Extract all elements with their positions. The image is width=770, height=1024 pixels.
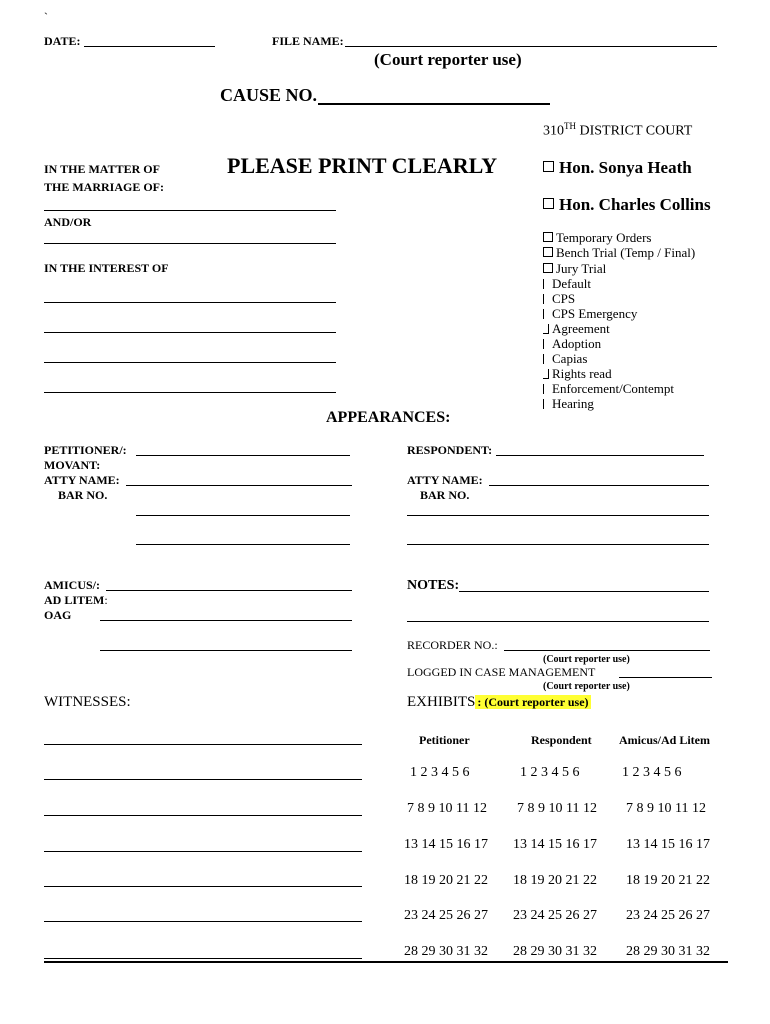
matter-label-line1: IN THE MATTER OF	[44, 162, 160, 176]
logged-reporter-note: (Court reporter use)	[543, 681, 630, 692]
party-name-field-1[interactable]	[44, 210, 336, 211]
witness-field-7[interactable]	[44, 958, 362, 959]
respondent-exhibit-row[interactable]: 7 8 9 10 11 12	[517, 801, 597, 816]
respondent-extra-field-1[interactable]	[407, 515, 709, 516]
respondent-exhibit-row[interactable]: 1 2 3 4 5 6	[520, 765, 580, 780]
respondent-atty-label: ATTY NAME:	[407, 473, 483, 487]
movant-label: MOVANT:	[44, 458, 101, 472]
tick-mark-icon	[543, 339, 549, 349]
respondent-atty-field[interactable]	[489, 485, 709, 486]
date-label: DATE:	[44, 34, 81, 48]
petitioner-extra-field-1[interactable]	[136, 515, 350, 516]
checkbox-icon[interactable]	[543, 232, 553, 242]
tick-mark-icon	[543, 309, 549, 319]
hearing-option-adoption[interactable]: Adoption	[543, 336, 601, 352]
oag-label: OAG	[44, 608, 72, 622]
witness-field-6[interactable]	[44, 921, 362, 922]
oag-extra-field[interactable]	[100, 650, 352, 651]
respondent-exhibit-row[interactable]: 13 14 15 16 17	[513, 837, 597, 852]
hearing-option-capias[interactable]: Capias	[543, 351, 587, 367]
exhibit-col-amicus: Amicus/Ad Litem	[619, 733, 710, 747]
exhibit-col-petitioner: Petitioner	[419, 733, 470, 747]
hearing-option-jury-trial[interactable]: Jury Trial	[543, 261, 606, 277]
appearances-title: APPEARANCES:	[326, 409, 451, 426]
hearing-option-cps-emergency[interactable]: CPS Emergency	[543, 306, 637, 322]
judge-option-collins[interactable]: Hon. Charles Collins	[543, 195, 711, 215]
respondent-bar-no-label: BAR NO.	[420, 488, 470, 502]
recorder-no-label: RECORDER NO.:	[407, 638, 498, 652]
petitioner-exhibit-row[interactable]: 18 19 20 21 22	[404, 873, 488, 888]
logged-label: LOGGED IN CASE MANAGEMENT	[407, 665, 596, 679]
amicus-field[interactable]	[106, 590, 352, 591]
exhibit-col-respondent: Respondent	[531, 733, 592, 747]
amicus-exhibit-row[interactable]: 28 29 30 31 32	[626, 944, 710, 959]
stray-mark: `	[44, 10, 48, 24]
oag-field[interactable]	[100, 620, 352, 621]
logged-field[interactable]	[619, 677, 712, 678]
checkbox-icon[interactable]	[543, 198, 554, 209]
hearing-option-enforcement[interactable]: Enforcement/Contempt	[543, 381, 674, 397]
amicus-exhibit-row[interactable]: 18 19 20 21 22	[626, 873, 710, 888]
petitioner-exhibit-row[interactable]: 7 8 9 10 11 12	[407, 801, 487, 816]
petitioner-atty-field[interactable]	[126, 485, 352, 486]
respondent-field[interactable]	[496, 455, 704, 456]
hearing-option-default[interactable]: Default	[543, 276, 591, 292]
petitioner-exhibit-row[interactable]: 23 24 25 26 27	[404, 908, 488, 923]
hearing-option-rights-read[interactable]: Rights read	[543, 366, 612, 382]
petitioner-label: PETITIONER/:	[44, 443, 127, 457]
elbow-mark-icon	[543, 369, 549, 379]
file-name-label: FILE NAME:	[272, 34, 344, 48]
tick-mark-icon	[543, 279, 549, 289]
petitioner-exhibit-row[interactable]: 1 2 3 4 5 6	[410, 765, 470, 780]
respondent-label: RESPONDENT:	[407, 443, 493, 457]
cause-no-field[interactable]	[318, 103, 550, 105]
respondent-exhibit-row[interactable]: 18 19 20 21 22	[513, 873, 597, 888]
date-field[interactable]	[84, 46, 215, 47]
tick-mark-icon	[543, 354, 549, 364]
exhibits-reporter-highlight: : (Court reporter use)	[477, 695, 589, 709]
judge-option-heath[interactable]: Hon. Sonya Heath	[543, 158, 692, 178]
hearing-option-agreement[interactable]: Agreement	[543, 321, 610, 337]
file-name-field[interactable]	[345, 46, 717, 47]
checkbox-icon[interactable]	[543, 161, 554, 172]
checkbox-icon[interactable]	[543, 247, 553, 257]
petitioner-bar-no-label: BAR NO.	[58, 488, 108, 502]
exhibits-title: EXHIBITS : (Court reporter use)	[407, 694, 589, 710]
amicus-exhibit-row[interactable]: 13 14 15 16 17	[626, 837, 710, 852]
petitioner-exhibit-row[interactable]: 13 14 15 16 17	[404, 837, 488, 852]
respondent-extra-field-2[interactable]	[407, 544, 709, 545]
tick-mark-icon	[543, 384, 549, 394]
petitioner-field[interactable]	[136, 455, 350, 456]
child-name-field-4[interactable]	[44, 392, 336, 393]
tick-mark-icon	[543, 399, 549, 409]
petitioner-extra-field-2[interactable]	[136, 544, 350, 545]
witness-field-1[interactable]	[44, 744, 362, 745]
ad-litem-label: AD LITEM:	[44, 593, 108, 607]
court-designation: 310TH DISTRICT COURT	[543, 121, 693, 139]
respondent-exhibit-row[interactable]: 23 24 25 26 27	[513, 908, 597, 923]
child-name-field-3[interactable]	[44, 362, 336, 363]
checkbox-icon[interactable]	[543, 263, 553, 273]
court-reporter-use-note: (Court reporter use)	[374, 50, 522, 69]
witnesses-title: WITNESSES:	[44, 694, 131, 710]
amicus-label: AMICUS/:	[44, 578, 100, 592]
print-clearly-notice: PLEASE PRINT CLEARLY	[227, 153, 498, 178]
notes-field-2[interactable]	[407, 621, 709, 622]
witness-field-2[interactable]	[44, 779, 362, 780]
witness-field-5[interactable]	[44, 886, 362, 887]
amicus-exhibit-row[interactable]: 23 24 25 26 27	[626, 908, 710, 923]
notes-label: NOTES:	[407, 578, 460, 593]
hearing-option-hearing[interactable]: Hearing	[543, 396, 594, 412]
and-or-label: AND/OR	[44, 215, 92, 229]
recorder-no-field[interactable]	[504, 650, 710, 651]
notes-field-1[interactable]	[459, 591, 709, 592]
child-name-field-2[interactable]	[44, 332, 336, 333]
interest-of-label: IN THE INTEREST OF	[44, 261, 169, 275]
witness-field-4[interactable]	[44, 851, 362, 852]
hearing-option-bench-trial[interactable]: Bench Trial (Temp / Final)	[543, 245, 695, 261]
child-name-field-1[interactable]	[44, 302, 336, 303]
respondent-exhibit-row[interactable]: 28 29 30 31 32	[513, 944, 597, 959]
tick-mark-icon	[543, 294, 549, 304]
amicus-exhibit-row[interactable]: 7 8 9 10 11 12	[626, 801, 706, 816]
party-name-field-2[interactable]	[44, 243, 336, 244]
witness-field-3[interactable]	[44, 815, 362, 816]
hearing-option-temporary-orders[interactable]: Temporary Orders	[543, 230, 651, 246]
amicus-exhibit-row[interactable]: 1 2 3 4 5 6	[622, 765, 682, 780]
elbow-mark-icon	[543, 324, 549, 334]
petitioner-atty-label: ATTY NAME:	[44, 473, 120, 487]
matter-label-line2: THE MARRIAGE OF:	[44, 180, 164, 194]
hearing-option-cps[interactable]: CPS	[543, 291, 575, 307]
footer-rule	[44, 961, 728, 963]
recorder-reporter-note: (Court reporter use)	[543, 654, 630, 665]
petitioner-exhibit-row[interactable]: 28 29 30 31 32	[404, 944, 488, 959]
cause-no-label: CAUSE NO.	[220, 85, 318, 105]
